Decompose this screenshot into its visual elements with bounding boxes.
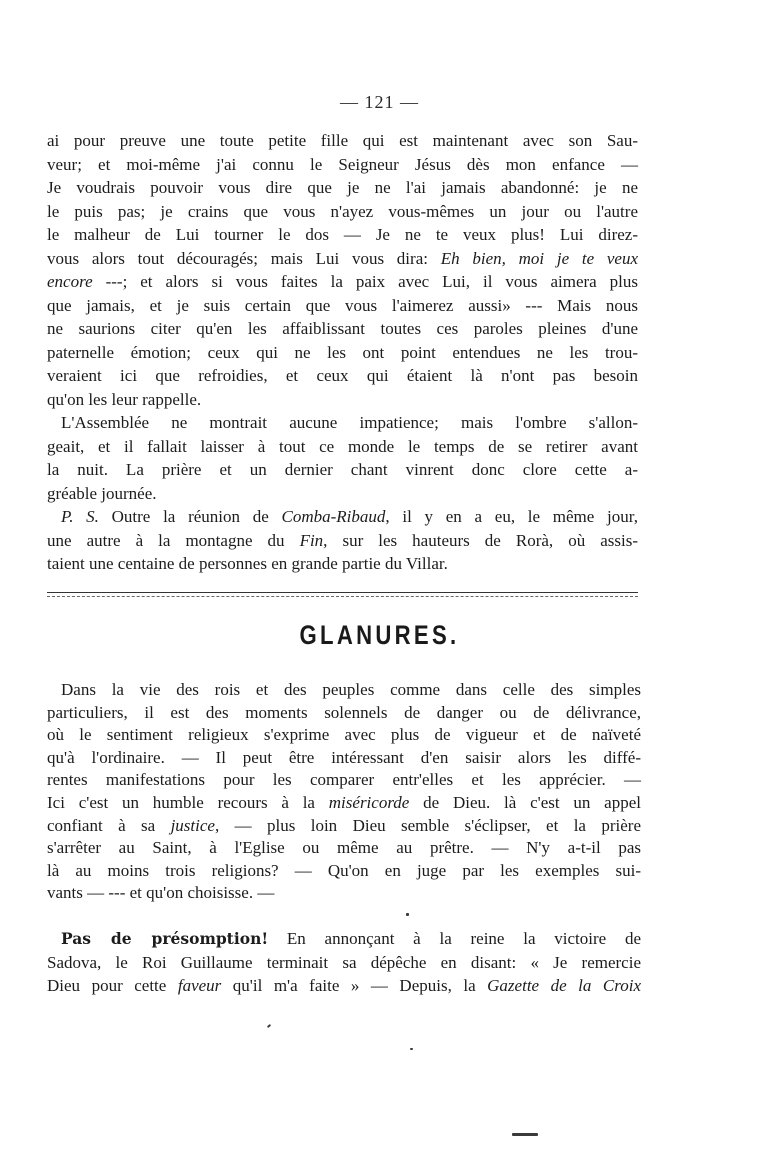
text-line: [47, 529, 638, 553]
text-line: [47, 411, 638, 435]
text-line: [47, 702, 641, 725]
text-segment: le puis pas; je crains que vous n'ayez vous-mêmes un jour ou l'autre: [47, 201, 638, 221]
paragraph: [47, 129, 638, 411]
text-segment: Dans la vie des rois et des peuples comme dans celle des simples: [61, 680, 641, 699]
text-line: [47, 341, 638, 365]
italic-text: justice: [170, 815, 215, 835]
text-segment: de Dieu. là c'est un appel: [409, 792, 641, 812]
text-block-top: [47, 129, 638, 576]
text-segment: veur; et moi-même j'ai connu le Seigneur Jésus dès mon enfance —: [47, 154, 638, 174]
text-segment: ---; et alors si vous faites la paix avec Lui, il vous aimera plus: [92, 272, 638, 291]
paragraph: [47, 679, 641, 905]
text-line: [47, 882, 641, 905]
italic-text: faveur: [177, 976, 222, 995]
italic-text: Comba-Ribaud: [281, 507, 386, 526]
text-segment: vous alors tout découragés; mais Lui vous dira:: [47, 248, 441, 268]
text-line: [47, 769, 641, 792]
italic-text: Fin: [299, 530, 324, 550]
text-line: [47, 679, 641, 702]
text-segment: Ici c'est un humble recours à la: [47, 792, 329, 812]
text-line: [47, 927, 641, 951]
text-segment: Outre la réunion de: [98, 507, 282, 526]
text-line: [47, 792, 641, 815]
paragraph: [47, 411, 638, 505]
text-segment: qu'on les leur rappelle.: [47, 389, 202, 409]
italic-text: P. S.: [61, 507, 99, 526]
text-segment: qu'à l'ordinaire. — Il peut être intéressant d'en saisir alors les diffé-: [47, 747, 641, 767]
text-line: [47, 747, 641, 770]
text-line: [47, 317, 638, 341]
text-segment: particuliers, il est des moments solennels de danger ou de délivrance,: [47, 702, 641, 722]
text-line: [47, 247, 638, 271]
text-line: [47, 505, 638, 529]
text-line: [47, 223, 638, 247]
divider-line: [47, 592, 638, 593]
scan-speck: [512, 1133, 538, 1136]
text-segment: rentes manifestations pour les comparer entr'elles et les apprécier. —: [47, 770, 641, 790]
text-line: [47, 200, 638, 224]
text-segment: s'arrêter au Saint, à l'Eglise ou même au prêtre. — N'y a-t-il pas: [47, 838, 641, 858]
text-segment: , sur les hauteurs de Rorà, où assis-: [323, 530, 639, 550]
text-line: [47, 860, 641, 883]
text-line: [47, 724, 641, 747]
section-divider: [47, 592, 638, 598]
text-line: [47, 153, 638, 177]
text-block-presomption: [47, 927, 641, 998]
text-segment: En annonçant à la reine la victoire de: [268, 929, 641, 948]
scan-speck: [267, 1024, 271, 1028]
text-line: [47, 837, 641, 860]
text-segment: la nuit. La prière et un dernier chant vinrent donc clore cette a-: [47, 460, 638, 479]
text-line: [47, 951, 641, 975]
text-segment: ne saurions citer qu'en les affaiblissant toutes ces paroles pleines d'une: [47, 319, 638, 338]
text-segment: , il y en a eu, le même jour,: [385, 507, 638, 526]
text-segment: là au moins trois religions? — Qu'on en juge par les exemples sui-: [47, 860, 641, 880]
text-segment: où le sentiment religieux s'exprime avec plus de vigueur et de naïveté: [47, 725, 641, 745]
section-heading: GLANURES.: [299, 620, 460, 650]
paragraph: [47, 927, 641, 998]
text-line: [47, 270, 638, 294]
text-segment: qu'il m'a faite » — Depuis, la: [221, 976, 488, 995]
text-line: [47, 129, 638, 153]
text-line: [47, 294, 638, 318]
text-line: [47, 552, 638, 576]
text-segment: Dieu pour cette: [47, 976, 178, 995]
italic-text: Gazette de la Croix: [487, 976, 642, 995]
scan-speck: [406, 913, 409, 916]
text-segment: Sadova, le Roi Guillaume terminait sa dépêche en disant: « Je remercie: [47, 952, 641, 972]
text-line: [47, 435, 638, 459]
text-segment: taient une centaine de personnes en grande partie du Villar.: [47, 554, 448, 573]
text-segment: une autre à la montagne du: [47, 530, 300, 550]
text-line: [47, 482, 638, 506]
text-segment: veraient ici que refroidies, et ceux qui étaient là n'ont pas besoin: [47, 366, 638, 385]
text-segment: geait, et il fallait laisser à tout ce monde le temps de se retirer avant: [47, 436, 638, 456]
italic-text: encore: [47, 272, 93, 291]
text-line: [47, 176, 638, 200]
italic-text: Eh bien, moi je te veux: [440, 248, 639, 268]
text-line: [47, 815, 641, 838]
text-segment: Je voudrais pouvoir vous dire que je ne l'ai jamais abandonné: je ne: [47, 178, 638, 197]
text-segment: gréable journée.: [47, 483, 157, 503]
italic-text: miséricorde: [328, 792, 410, 812]
scan-speck: [410, 1048, 413, 1050]
page-number: — 121 —: [340, 92, 419, 112]
text-segment: confiant à sa: [47, 815, 171, 835]
text-line: [47, 458, 638, 482]
text-segment: paternelle émotion; ceux qui ne les ont point entendues ne les trou-: [47, 342, 638, 362]
text-segment: L'Assemblée ne montrait aucune impatience; mais l'ombre s'allon-: [61, 413, 638, 432]
bold-lead-text: Pas de présomption!: [61, 929, 269, 948]
divider-line: [47, 596, 638, 597]
text-segment: , — plus loin Dieu semble s'éclipser, et la prière: [214, 815, 641, 835]
text-line: [47, 388, 638, 412]
text-segment: le malheur de Lui tourner le dos — Je ne te veux plus! Lui direz-: [47, 225, 638, 244]
text-segment: que jamais, et je suis certain que vous l'aimerez aussi» --- Mais nous: [47, 295, 638, 315]
text-line: [47, 974, 641, 998]
text-segment: ai pour preuve une toute petite fille qui est maintenant avec son Sau-: [47, 131, 638, 150]
text-block-glanures: [47, 679, 641, 905]
text-line: [47, 364, 638, 388]
text-segment: vants — --- et qu'on choisisse. —: [47, 883, 275, 903]
paragraph: [47, 505, 638, 576]
